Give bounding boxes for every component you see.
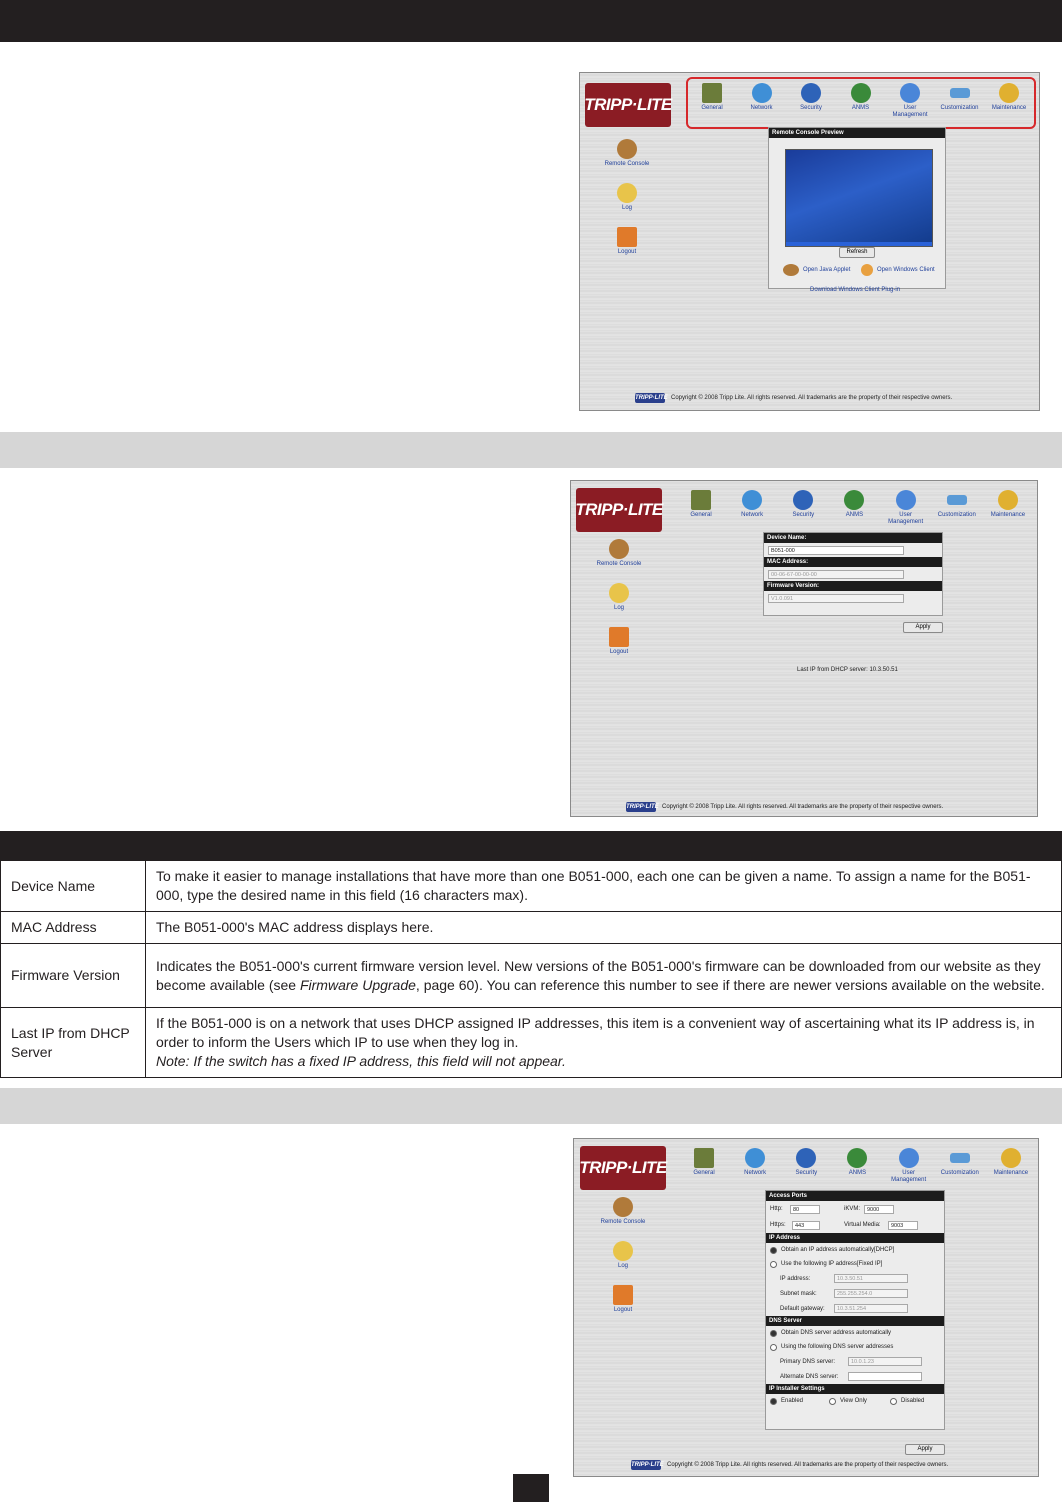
installer-view-only-radio[interactable] — [829, 1398, 836, 1405]
tab-maintenance[interactable]: Maintenance — [985, 83, 1033, 119]
row-description: Indicates the B051-000's current firmware version level. New versions of the B051-000's firmware can be downloaded from our website as they become available (see Firmware Upgrade, page 60). You can reference this number to see if there are newer versions available on the website. — [146, 944, 1062, 1008]
installer-enabled-label: Enabled — [781, 1398, 804, 1404]
primary-dns-label: Primary DNS server: — [780, 1358, 836, 1365]
subnet-mask-label: Subnet mask: — [780, 1290, 817, 1297]
device-name-header: Device Name: — [764, 533, 942, 543]
row-description: If the B051-000 is on a network that uses DHCP assigned IP addresses, this item is a convenient way of ascertaining what its IP address is, in order to inform the Users which IP to use when they log in. Note: If the switch has a fixed IP address, this field will not appear. — [146, 1008, 1062, 1078]
refresh-button[interactable]: Refresh — [839, 247, 875, 258]
ip-address-input[interactable]: 10.3.50.51 — [834, 1274, 908, 1283]
dns-auto-radio[interactable] — [770, 1330, 777, 1337]
tab-security[interactable]: Security — [779, 490, 827, 526]
lock-icon — [793, 490, 813, 510]
dns-manual-label: Using the following DNS server addresses — [781, 1344, 894, 1350]
windows-client-icon — [861, 264, 873, 276]
copyright-footer: TRIPP·LITE Copyright © 2008 Tripp Lite. All rights reserved. All trademarks are the property of their respective owners. — [635, 395, 953, 401]
tripp-lite-logo: TRIPP·LITE — [585, 83, 671, 127]
dns-server-header: DNS Server — [766, 1316, 944, 1326]
tab-network[interactable]: Network — [738, 83, 786, 119]
tab-anms[interactable]: ANMS — [830, 490, 878, 526]
ip-auto-radio[interactable] — [770, 1247, 777, 1254]
screenshot-general-settings — [570, 480, 1038, 817]
coffee-cup-icon — [617, 139, 637, 159]
general-settings-form — [763, 532, 943, 616]
default-gateway-input[interactable]: 10.3.51.254 — [834, 1304, 908, 1313]
exit-door-icon — [609, 627, 629, 647]
ip-address-label: IP address: — [780, 1275, 811, 1282]
row-note: Note: If the switch has a fixed IP address, this field will not appear. — [156, 1053, 566, 1069]
screenshot-network-settings — [573, 1138, 1039, 1477]
wrench-icon — [950, 88, 970, 98]
coffee-cup-icon — [613, 1197, 633, 1217]
apply-button[interactable]: Apply — [903, 622, 943, 633]
ikvm-port-input[interactable]: 9000 — [864, 1205, 894, 1214]
tab-customization[interactable]: Customization — [933, 490, 981, 526]
tab-general[interactable]: General — [677, 490, 725, 526]
installer-view-only-label: View Only — [840, 1398, 867, 1404]
lock-icon — [801, 83, 821, 103]
wrench-icon — [947, 495, 967, 505]
primary-dns-input[interactable]: 10.0.1.23 — [848, 1357, 922, 1366]
https-label: Https: — [770, 1222, 786, 1228]
ip-auto-label: Obtain an IP address automatically[DHCP] — [781, 1247, 895, 1253]
firmware-version-field: V1.0.091 — [768, 594, 904, 603]
coffee-cup-icon — [783, 264, 799, 276]
gauge-icon — [998, 490, 1018, 510]
side-item-logout[interactable]: Logout — [613, 1285, 633, 1313]
dns-manual-radio[interactable] — [770, 1344, 777, 1351]
anms-globe-icon — [851, 83, 871, 103]
tab-customization[interactable]: Customization — [936, 1148, 984, 1184]
last-ip-text: Last IP from DHCP server: 10.3.50.51 — [797, 667, 898, 673]
row-label: Device Name — [1, 861, 146, 912]
side-item-logout[interactable]: Logout — [617, 227, 637, 255]
side-item-log[interactable]: Log — [617, 183, 637, 211]
side-item-log[interactable]: Log — [613, 1241, 633, 1269]
remote-console-preview-box — [768, 127, 946, 289]
ip-fixed-label: Use the following IP address[Fixed IP] — [781, 1261, 883, 1267]
device-name-input[interactable]: B051-000 — [768, 546, 904, 555]
anms-globe-icon — [847, 1148, 867, 1168]
users-icon — [899, 1148, 919, 1168]
installer-disabled-label: Disabled — [901, 1398, 925, 1404]
ip-fixed-radio[interactable] — [770, 1261, 777, 1268]
books-icon — [694, 1148, 714, 1168]
table-row — [1, 861, 1062, 912]
alternate-dns-input[interactable] — [848, 1372, 922, 1381]
tab-user-management[interactable]: User Management — [882, 490, 930, 526]
desktop-preview-image[interactable] — [785, 149, 933, 247]
tab-security[interactable]: Security — [782, 1148, 830, 1184]
apply-button[interactable]: Apply — [905, 1444, 945, 1455]
nav-tabs — [680, 1148, 1035, 1184]
desktop-taskbar — [786, 242, 932, 246]
network-globe-icon — [745, 1148, 765, 1168]
http-label: Http: — [770, 1206, 783, 1212]
side-menu — [589, 539, 649, 671]
network-settings-form — [765, 1190, 945, 1430]
gauge-icon — [999, 83, 1019, 103]
exit-door-icon — [613, 1285, 633, 1305]
users-icon — [896, 490, 916, 510]
anms-globe-icon — [844, 490, 864, 510]
tab-network[interactable]: Network — [728, 490, 776, 526]
network-globe-icon — [752, 83, 772, 103]
page-number-tab — [513, 1474, 549, 1502]
firmware-version-header: Firmware Version: — [764, 581, 942, 591]
copyright-footer: TRIPP·LITE Copyright © 2008 Tripp Lite. All rights reserved. All trademarks are the property of their respective owners. — [631, 1462, 949, 1468]
row-label: Last IP from DHCP Server — [1, 1008, 146, 1078]
access-ports-header: Access Ports — [766, 1191, 944, 1201]
field-description-table — [0, 860, 1062, 1078]
books-icon — [702, 83, 722, 103]
nav-tabs — [677, 490, 1032, 526]
copyright-footer: TRIPP·LITE Copyright © 2008 Tripp Lite. All rights reserved. All trademarks are the property of their respective owners. — [626, 804, 944, 810]
section-bar-2 — [0, 1088, 1062, 1124]
mac-address-field: 00-06-67-00-00-00 — [768, 570, 904, 579]
side-item-remote-console[interactable]: Remote Console — [601, 1197, 646, 1225]
default-gateway-label: Default gateway: — [780, 1305, 825, 1312]
wrench-icon — [950, 1153, 970, 1163]
side-menu — [593, 1197, 653, 1329]
open-windows-client-link[interactable]: Open Windows Client — [861, 264, 935, 276]
side-item-logout[interactable]: Logout — [609, 627, 629, 655]
tripp-lite-logo: TRIPP·LITE — [576, 488, 662, 532]
nav-tabs — [688, 83, 1033, 119]
dns-auto-label: Obtain DNS server address automatically — [781, 1330, 892, 1336]
clock-icon — [613, 1241, 633, 1261]
clock-icon — [609, 583, 629, 603]
section-bar-1 — [0, 432, 1062, 468]
tab-customization[interactable]: Customization — [936, 83, 984, 119]
http-port-input[interactable]: 80 — [790, 1205, 820, 1214]
gauge-icon — [1001, 1148, 1021, 1168]
books-icon — [691, 490, 711, 510]
table-row — [1, 944, 1062, 1008]
https-port-input[interactable]: 443 — [792, 1221, 820, 1230]
tab-network[interactable]: Network — [731, 1148, 779, 1184]
tripp-lite-mini-logo: TRIPP·LITE — [626, 804, 659, 810]
download-plugin-link[interactable]: Download Windows Client Plug-in — [810, 287, 901, 293]
clock-icon — [617, 183, 637, 203]
screenshot-remote-console — [579, 72, 1040, 411]
tripp-lite-mini-logo: TRIPP·LITE — [631, 1462, 664, 1468]
ip-installer-header: IP Installer Settings — [766, 1384, 944, 1394]
tripp-lite-logo: TRIPP·LITE — [580, 1146, 666, 1190]
tab-user-management[interactable]: User Management — [885, 1148, 933, 1184]
side-item-remote-console[interactable]: Remote Console — [605, 139, 650, 167]
tripp-lite-mini-logo: TRIPP·LITE — [635, 395, 668, 401]
table-row — [1, 1008, 1062, 1078]
tab-anms[interactable]: ANMS — [833, 1148, 881, 1184]
table-row — [1, 912, 1062, 944]
mac-address-header: MAC Address: — [764, 557, 942, 567]
tab-maintenance[interactable]: Maintenance — [987, 1148, 1035, 1184]
side-menu — [597, 139, 657, 271]
row-description: The B051-000's MAC address displays here. — [146, 912, 1062, 944]
table-header-bar — [0, 831, 1062, 860]
subnet-mask-input[interactable]: 255.255.254.0 — [834, 1289, 908, 1298]
tab-maintenance[interactable]: Maintenance — [984, 490, 1032, 526]
users-icon — [900, 83, 920, 103]
tab-anms[interactable]: ANMS — [837, 83, 885, 119]
lock-icon — [796, 1148, 816, 1168]
installer-disabled-radio[interactable] — [890, 1398, 897, 1405]
tab-user-management[interactable]: User Management — [886, 83, 934, 119]
network-globe-icon — [742, 490, 762, 510]
row-label: MAC Address — [1, 912, 146, 944]
virtual-media-port-input[interactable]: 9003 — [888, 1221, 918, 1230]
virtual-media-label: Virtual Media: — [844, 1222, 881, 1228]
alternate-dns-label: Alternate DNS server: — [780, 1373, 839, 1380]
ip-address-header: IP Address — [766, 1233, 944, 1243]
tab-security[interactable]: Security — [787, 83, 835, 119]
tab-general[interactable]: General — [680, 1148, 728, 1184]
exit-door-icon — [617, 227, 637, 247]
side-item-log[interactable]: Log — [609, 583, 629, 611]
installer-enabled-radio[interactable] — [770, 1398, 777, 1405]
open-java-applet-link[interactable]: Open Java Applet — [783, 264, 850, 276]
preview-title: Remote Console Preview — [769, 128, 945, 138]
side-item-remote-console[interactable]: Remote Console — [597, 539, 642, 567]
coffee-cup-icon — [609, 539, 629, 559]
row-description: To make it easier to manage installations that have more than one B051-000, each one can be given a name. To assign a name for the B051-000, type the desired name in this field (16 characters max). — [146, 861, 1062, 912]
ikvm-label: iKVM: — [844, 1206, 861, 1212]
row-label: Firmware Version — [1, 944, 146, 1008]
tab-general[interactable]: General — [688, 83, 736, 119]
top-header-bar — [0, 0, 1062, 42]
